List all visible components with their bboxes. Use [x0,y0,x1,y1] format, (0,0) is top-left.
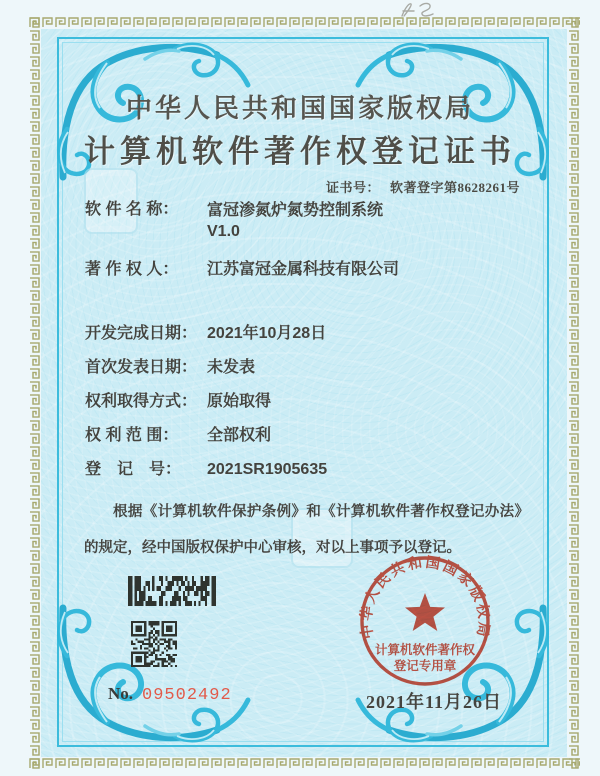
field-label: 开发完成日期： [85,325,198,342]
completion-date: 2021年10月28日 [207,325,327,342]
software-version: V1.0 [207,223,240,240]
field-list [85,200,535,494]
seal-ring-text: 中华人民共和国国家版权局 [358,554,492,641]
handwritten-mark-icon [390,0,448,20]
certificate-number-value: 软著登字第8628261号 [389,180,520,195]
field-label: 首次发表日期： [85,359,198,376]
first-publication: 未发表 [207,359,256,376]
serial-number-line [108,684,232,705]
certificate-title: 计算机软件著作权登记证书 [84,134,516,169]
field-label: 软 件 名 称： [85,201,179,218]
official-seal-icon [355,551,495,691]
seal-line1: 计算机软件著作权 [374,643,476,657]
field-label: 著 作 权 人： [85,261,179,278]
issuing-authority-title: 中华人民共和国国家版权局 [125,94,474,123]
registration-statement: 根据《计算机软件保护条例》和《计算机软件著作权登记办法》的规定，经中国版权保护中心审核，对以上事项予以登记。 [84,504,529,557]
field-row-copyright-owner [85,260,535,280]
field-row-acquisition-method [85,392,535,412]
pdf417-barcode-icon [128,576,216,606]
registration-number: 2021SR1905635 [207,461,328,478]
field-label: 权利取得方式： [85,393,198,410]
rights-scope: 全部权利 [207,427,272,444]
field-row-first-publication [85,358,535,378]
acquisition-method: 原始取得 [207,393,272,410]
software-name: 富冠渗氮炉氮势控制系统 [207,202,384,219]
field-value [207,200,383,242]
certificate-number-line [326,177,520,196]
meander-border-bottom [28,757,580,770]
field-row-registration-number [85,460,535,480]
field-label: 权 利 范 围： [85,427,179,444]
certificate-number-label: 证书号： [325,180,380,195]
copyright-owner: 江苏富冠金属科技有限公司 [207,261,400,278]
qr-code-icon [131,621,177,667]
serial-number: 09502492 [142,686,232,705]
issue-date: 2021年11月26日 [366,692,503,712]
field-row-software-name [85,200,535,242]
field-row-completion-date [85,324,535,344]
meander-border-top [28,16,580,29]
seal-line2: 登记专用章 [393,659,457,673]
serial-label: No. [108,684,134,703]
field-row-rights-scope [85,426,535,446]
field-label: 登 记 号： [85,461,182,478]
star-icon [405,593,445,631]
